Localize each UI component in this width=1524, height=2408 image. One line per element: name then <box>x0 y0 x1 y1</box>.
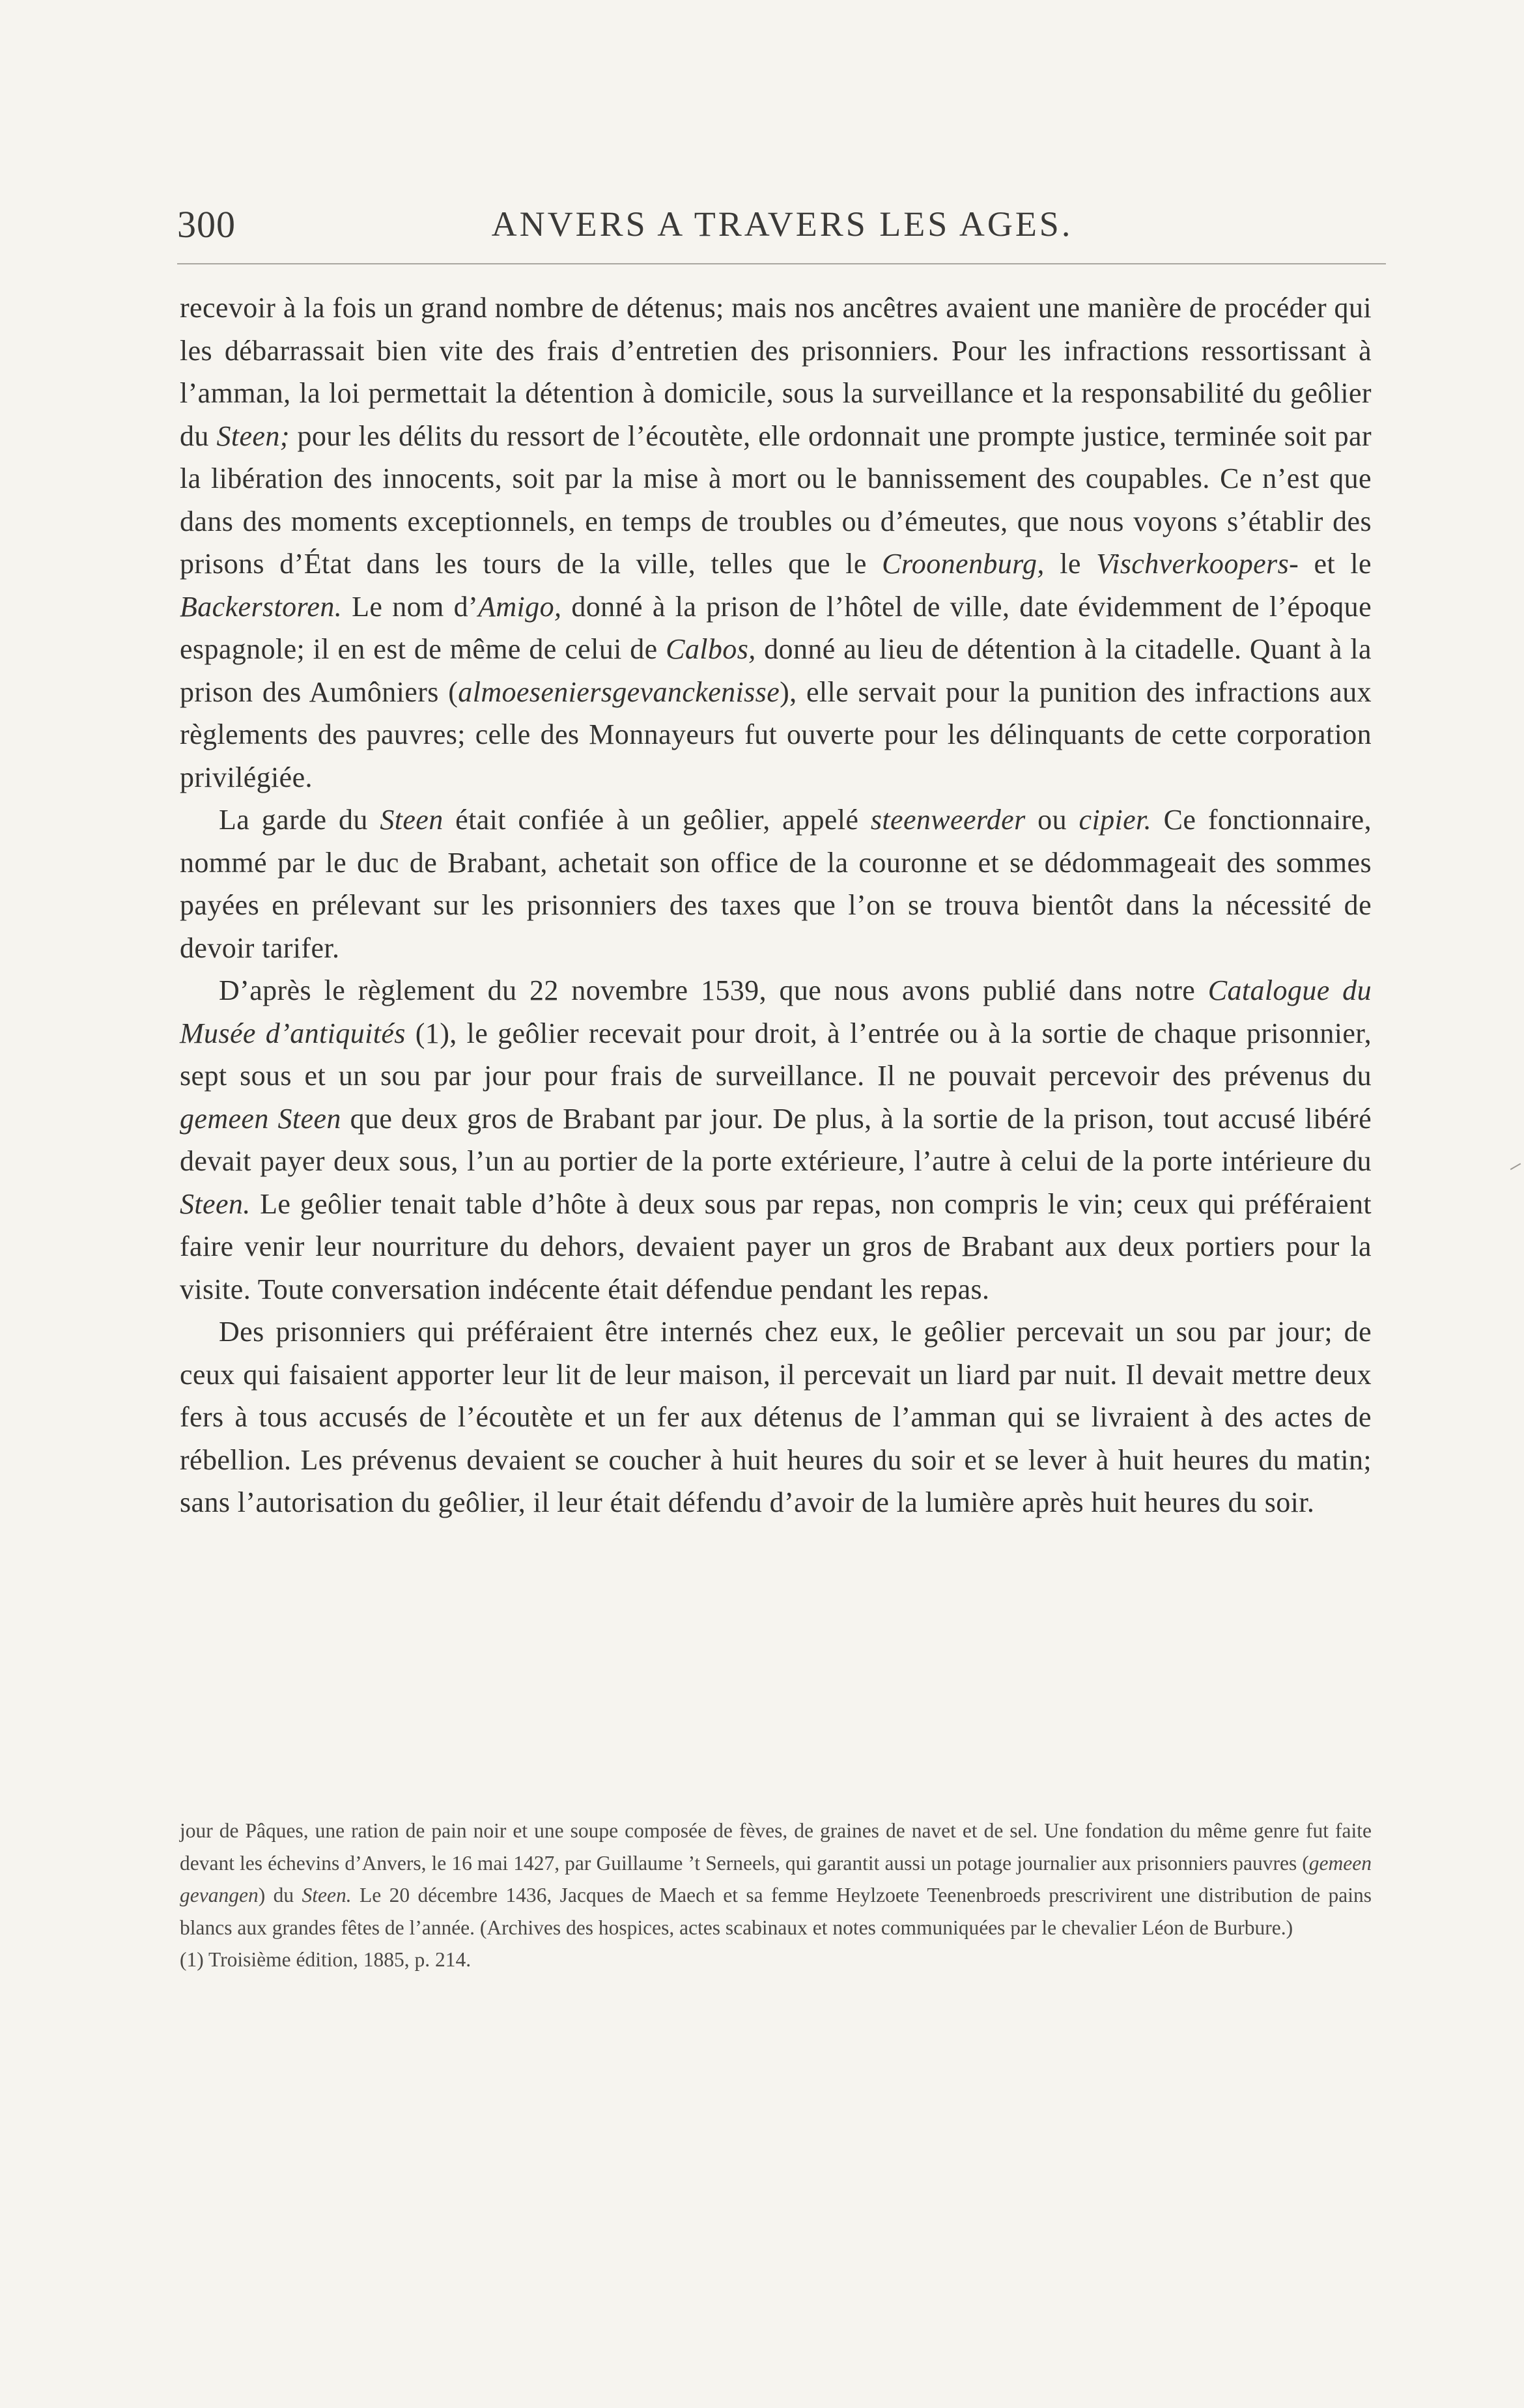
running-title: ANVERS A TRAVERS LES AGES. <box>491 205 1073 244</box>
main-text <box>180 287 1372 1524</box>
page-number: 300 <box>177 203 236 246</box>
margin-mark <box>1510 1163 1521 1170</box>
footnotes <box>180 1815 1372 1976</box>
footnote-1: (1) Troisième édition, 1885, p. 214. <box>180 1948 472 1971</box>
paragraph-4: Des prisonniers qui préféraient être internés chez eux, le geôlier percevait un sou par jour; de ceux qui faisaient apporter leur lit de leur maison, il percevait un liard par nuit. Il devait mettre deux fers à tous accusés de l’écoutète et un fer aux détenus de l’amman qui se livraient à des actes de rébellion. Les prévenus devaient se coucher à huit heures du soir et se lever à huit heures du matin; sans l’autorisation du geôlier, il leur était défendu d’avoir de la lumière après huit heures du soir. <box>180 1316 1372 1518</box>
page-header <box>177 199 1387 251</box>
paragraph-1: recevoir à la fois un grand nombre de détenus; mais nos ancêtres avaient une manière de procéder qui les débarrassait bien vite des frais d’entretien des prisonniers. Pour les infractions ressortissant à l’amman, la loi permettait la détention à domicile, sous la surveillance et la responsabilité du geôlier du Steen; pour les délits du ressort de l’écoutète, elle ordonnait une prompte justice, terminée soit par la libération des innocents, soit par la mise à mort ou le bannissement des coupables. Ce n’est que dans des moments exceptionnels, en temps de troubles ou d’émeutes, que nous voyons s’établir des prisons d’État dans les tours de la ville, telles que le Croonenburg, le Vischverkoopers- et le Backerstoren. Le nom d’Amigo, donné à la prison de l’hôtel de ville, date évidemment de l’époque espagnole; il en est de même de celui de Calbos, donné au lieu de détention à la citadelle. Quant à la prison des Aumôniers (almoeseniersgevanckenisse), elle servait pour la punition des infractions aux règlements des pauvres; celle des Monnayeurs fut ouverte pour les délinquants de cette corporation privilégiée. <box>180 292 1372 793</box>
paragraph-3: D’après le règlement du 22 novembre 1539, que nous avons publié dans notre Catalogue du Musée d’antiquités (1), le geôlier recevait pour droit, à l’entrée ou à la sortie de chaque prisonnier, sept sous et un sou par jour pour frais de surveillance. Il ne pouvait percevoir des prévenus du gemeen Steen que deux gros de Brabant par jour. De plus, à la sortie de la prison, tout accusé libéré devait payer deux sous, l’un au portier de la porte extérieure, l’autre à celui de la porte intérieure du Steen. Le geôlier tenait table d’hôte à deux sous par repas, non compris le vin; ceux qui préféraient faire venir leur nourriture du dehors, devaient payer un gros de Brabant aux deux portiers pour la visite. Toute conversation indécente était défendue pendant les repas. <box>180 974 1372 1305</box>
paragraph-2: La garde du Steen était confiée à un geôlier, appelé steenweerder ou cipier. Ce fonctionnaire, nommé par le duc de Brabant, achetait son office de la couronne et se dédommageait des sommes payées en prélevant sur les prisonniers des taxes que l’on se trouva bientôt dans la nécessité de devoir tarifer. <box>180 804 1372 964</box>
header-rule <box>177 263 1386 264</box>
footnote-continuation: jour de Pâques, une ration de pain noir et une soupe composée de fèves, de graines de navet et de sel. Une fondation du même genre fut faite devant les échevins d’Anvers, le 16 mai 1427, par Guillaume ’t Serneels, qui garantit aussi un potage journalier aux prisonniers pauvres (gemeen gevangen) du Steen. Le 20 décembre 1436, Jacques de Maech et sa femme Heylzoete Teenenbroeds prescrivirent une distribution de pains blancs aux grandes fêtes de l’année. (Archives des hospices, actes scabinaux et notes communiquées par le chevalier Léon de Burbure.) <box>180 1819 1372 1939</box>
